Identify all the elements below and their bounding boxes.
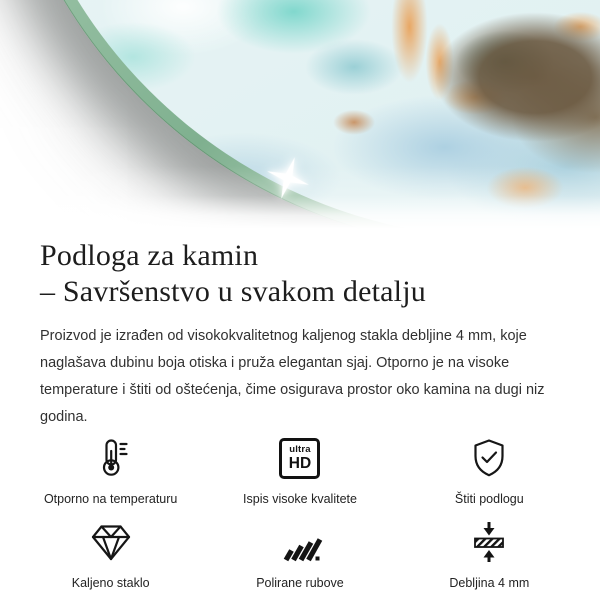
product-info-section bbox=[0, 238, 600, 590]
diamond-icon bbox=[88, 519, 134, 565]
polished-edges-icon bbox=[277, 519, 323, 565]
shield-check-icon bbox=[467, 435, 511, 481]
thickness-icon bbox=[467, 519, 511, 565]
product-description: Proizvod je izrađen od visokokvalitetnog kaljenog stakla debljine 4 mm, koje naglašava dubinu boja otiska i pruža elegantan sjaj. Otporno je na visoke temperature i štiti od oštećenja, čime osigurava prostor oko kamina na dugi niz godina. bbox=[40, 328, 545, 425]
page-title-line2: – Savršenstvo u svakom detalju bbox=[40, 275, 426, 308]
ultra-hd-icon-text-top: ultra bbox=[289, 444, 311, 455]
feature-tempered-glass bbox=[16, 519, 205, 590]
page-title bbox=[40, 238, 564, 310]
feature-label: Otporno na temperaturu bbox=[43, 492, 178, 506]
feature-temperature bbox=[16, 435, 205, 506]
ultra-hd-icon-text-bottom: HD bbox=[288, 454, 312, 472]
feature-label: Kaljeno staklo bbox=[71, 576, 150, 590]
features-grid bbox=[8, 435, 592, 590]
feature-label: Debljina 4 mm bbox=[449, 576, 530, 590]
feature-label: Ispis visoke kvalitete bbox=[243, 492, 357, 506]
feature-polished-edges bbox=[205, 519, 394, 590]
feature-thickness bbox=[395, 519, 584, 590]
product-image bbox=[0, 0, 600, 232]
feature-label: Polirane rubove bbox=[256, 576, 344, 590]
thermometer-icon bbox=[89, 435, 133, 481]
page-title-line1: Podloga za kamin bbox=[40, 239, 259, 272]
feature-label: Štiti podlogu bbox=[454, 492, 524, 506]
ultra-hd-icon bbox=[279, 435, 320, 481]
feature-protects bbox=[395, 435, 584, 506]
feature-print-quality bbox=[205, 435, 394, 506]
